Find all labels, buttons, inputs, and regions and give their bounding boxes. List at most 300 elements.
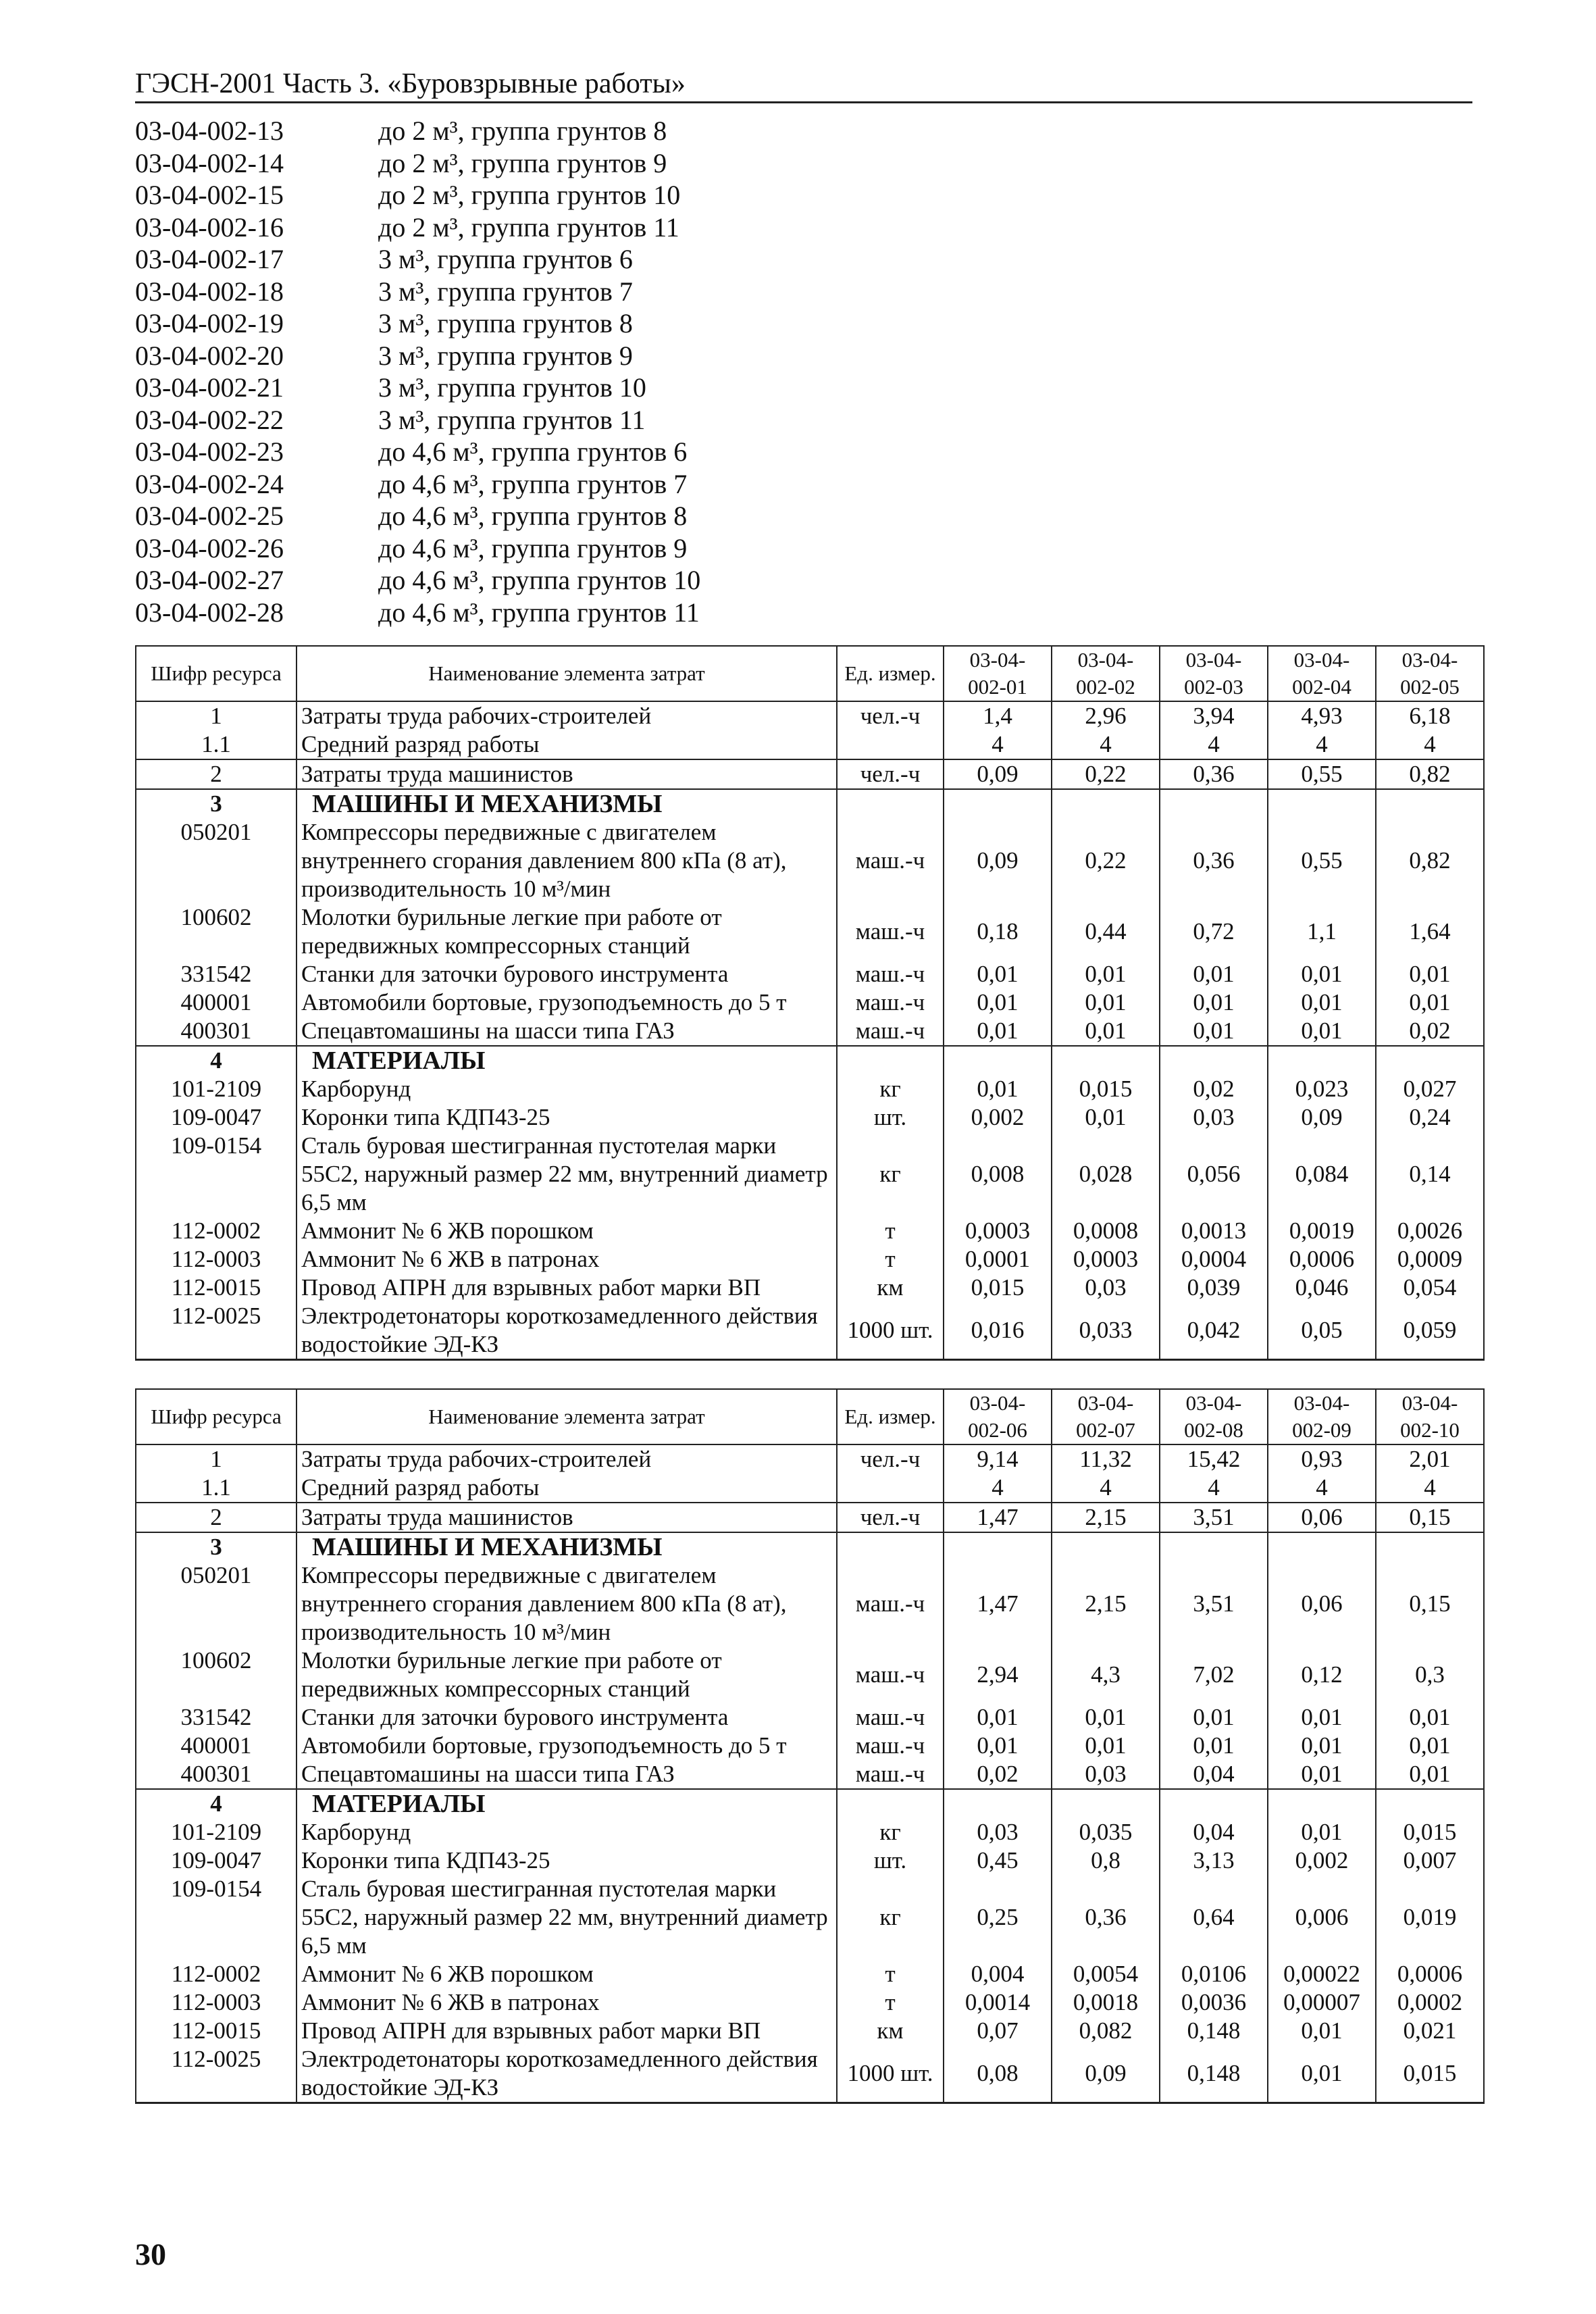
value-cell: 0,148	[1160, 2017, 1268, 2045]
value-cell: 0,01	[944, 960, 1052, 988]
resource-code-cell: 101-2109	[136, 1075, 297, 1103]
cost-element-cell: Аммонит № 6 ЖВ в патронах	[297, 1245, 837, 1274]
value-cell: 3,51	[1160, 1561, 1268, 1646]
value-cell: 0,15	[1376, 1503, 1484, 1532]
resource-code-cell: 109-0154	[136, 1132, 297, 1217]
value-cell: 0,09	[1052, 2045, 1160, 2103]
value-cell: 0,07	[944, 2017, 1052, 2045]
value-cell: 4	[1376, 730, 1484, 759]
col-header-norm: 03-04- 002-07	[1052, 1389, 1160, 1444]
value-cell	[944, 1046, 1052, 1075]
value-cell: 0,93	[1268, 1444, 1376, 1474]
table-row	[136, 1075, 1484, 1103]
col-header-norm: 03-04- 002-06	[944, 1389, 1052, 1444]
value-cell	[1268, 1046, 1376, 1075]
value-cell: 0,02	[944, 1760, 1052, 1789]
value-cell	[1268, 1532, 1376, 1561]
code-list-item	[135, 468, 700, 501]
cost-element-cell: Спецавтомашины на шасси типа ГАЗ	[297, 1760, 837, 1789]
table-row	[136, 1274, 1484, 1302]
resource-code-cell: 400301	[136, 1017, 297, 1046]
value-cell	[1052, 789, 1160, 818]
cost-element-cell: Автомобили бортовые, грузоподъемность до 5 т	[297, 988, 837, 1017]
resource-code-cell: 109-0047	[136, 1846, 297, 1875]
value-cell: 4,3	[1052, 1646, 1160, 1703]
value-cell: 2,15	[1052, 1561, 1160, 1646]
section-title-cell: МАТЕРИАЛЫ	[297, 1046, 837, 1075]
code-list-item	[135, 436, 700, 468]
code-list-item	[135, 276, 700, 308]
value-cell: 1,64	[1376, 903, 1484, 960]
value-cell: 0,0018	[1052, 1988, 1160, 2017]
norm-code: 03-04-002-27	[135, 565, 284, 595]
value-cell: 0,01	[1052, 960, 1160, 988]
col-header-norm: 03-04- 002-08	[1160, 1389, 1268, 1444]
col-header-code: Шифр ресурса	[136, 1389, 297, 1444]
cost-element-cell: Затраты труда рабочих-строителей	[297, 1444, 837, 1474]
value-cell: 0,01	[1160, 1732, 1268, 1760]
value-cell: 0,55	[1268, 818, 1376, 903]
code-list-item	[135, 243, 700, 276]
cost-element-cell: Аммонит № 6 ЖВ порошком	[297, 1217, 837, 1245]
table-row	[136, 730, 1484, 759]
resource-code-cell: 400001	[136, 988, 297, 1017]
norm-description: 3 м³, группа грунтов 10	[378, 372, 646, 403]
value-cell: 0,01	[1268, 1760, 1376, 1789]
value-cell: 0,082	[1052, 2017, 1160, 2045]
value-cell	[944, 1789, 1052, 1818]
value-cell: 0,008	[944, 1132, 1052, 1217]
value-cell: 0,019	[1376, 1875, 1484, 1960]
value-cell: 0,023	[1268, 1075, 1376, 1103]
value-cell: 0,04	[1160, 1760, 1268, 1789]
norm-description: до 4,6 м³, группа грунтов 9	[378, 532, 688, 563]
value-cell: 0,01	[1052, 988, 1160, 1017]
value-cell: 4	[1268, 730, 1376, 759]
norm-description: до 2 м³, группа грунтов 11	[378, 211, 679, 243]
resource-code-cell: 109-0047	[136, 1103, 297, 1132]
table-row	[136, 1703, 1484, 1732]
norm-description: до 4,6 м³, группа грунтов 10	[378, 565, 701, 595]
resource-code-cell: 112-0025	[136, 1302, 297, 1360]
value-cell: 0,01	[1160, 960, 1268, 988]
value-cell: 0,01	[1160, 1703, 1268, 1732]
value-cell: 0,046	[1268, 1274, 1376, 1302]
value-cell: 0,0106	[1160, 1960, 1268, 1988]
resource-code-cell: 050201	[136, 818, 297, 903]
value-cell: 0,01	[1268, 1732, 1376, 1760]
norm-description: до 4,6 м³, группа грунтов 7	[378, 468, 688, 499]
table-row	[136, 1646, 1484, 1703]
unit-cell: т	[837, 1960, 944, 1988]
value-cell: 0,03	[944, 1818, 1052, 1846]
norm-description: 3 м³, группа грунтов 7	[378, 276, 633, 307]
value-cell	[1052, 1789, 1160, 1818]
cost-element-cell: Компрессоры передвижные с двигателем внутреннего сгорания давлением 800 кПа (8 ат), производительность 10 м³/мин	[297, 818, 837, 903]
resource-code-cell: 100602	[136, 903, 297, 960]
section-row	[136, 1046, 1484, 1075]
value-cell: 0,55	[1268, 759, 1376, 789]
value-cell: 0,015	[1052, 1075, 1160, 1103]
unit-cell: кг	[837, 1132, 944, 1217]
unit-cell: км	[837, 1274, 944, 1302]
value-cell: 0,0003	[944, 1217, 1052, 1245]
page-header: ГЭСН-2001 Часть 3. «Буровзрывные работы»	[135, 68, 686, 99]
resource-code-cell: 331542	[136, 1703, 297, 1732]
code-list-item	[135, 500, 700, 532]
value-cell: 0,09	[944, 759, 1052, 789]
unit-cell: кг	[837, 1818, 944, 1846]
norm-description: 3 м³, группа грунтов 11	[378, 404, 646, 435]
value-cell	[1160, 789, 1268, 818]
value-cell: 4	[944, 1474, 1052, 1503]
resource-table-2	[135, 1388, 1485, 2104]
value-cell: 0,004	[944, 1960, 1052, 1988]
value-cell	[1052, 1046, 1160, 1075]
cost-element-cell: Карборунд	[297, 1075, 837, 1103]
col-header-norm: 03-04- 002-10	[1376, 1389, 1484, 1444]
section-title-cell: МАШИНЫ И МЕХАНИЗМЫ	[297, 789, 837, 818]
section-title-cell: МАТЕРИАЛЫ	[297, 1789, 837, 1818]
cost-element-cell: Провод АПРН для взрывных работ марки ВП	[297, 1274, 837, 1302]
col-header-name: Наименование элемента затрат	[297, 1389, 837, 1444]
table-row	[136, 1760, 1484, 1789]
table-row	[136, 988, 1484, 1017]
table-row	[136, 1217, 1484, 1245]
cost-element-cell: Аммонит № 6 ЖВ порошком	[297, 1960, 837, 1988]
unit-cell: шт.	[837, 1846, 944, 1875]
value-cell	[1268, 789, 1376, 818]
table-row	[136, 1503, 1484, 1532]
value-cell: 0,01	[1268, 988, 1376, 1017]
table-row	[136, 1444, 1484, 1474]
unit-cell: т	[837, 1988, 944, 2017]
value-cell	[1376, 1046, 1484, 1075]
unit-cell: т	[837, 1217, 944, 1245]
value-cell: 0,36	[1160, 818, 1268, 903]
resource-code-cell: 331542	[136, 960, 297, 988]
value-cell: 0,01	[1376, 960, 1484, 988]
value-cell: 0,3	[1376, 1646, 1484, 1703]
value-cell: 0,05	[1268, 1302, 1376, 1360]
unit-cell	[837, 789, 944, 818]
norm-code: 03-04-002-19	[135, 308, 284, 338]
unit-cell: чел.-ч	[837, 1503, 944, 1532]
value-cell: 0,01	[1268, 1818, 1376, 1846]
cost-element-cell: Молотки бурильные легкие при работе от передвижных компрессорных станций	[297, 1646, 837, 1703]
value-cell: 0,0026	[1376, 1217, 1484, 1245]
value-cell: 0,02	[1160, 1075, 1268, 1103]
value-cell: 0,0006	[1268, 1245, 1376, 1274]
cost-element-cell: Электродетонаторы короткозамедленного действия водостойкие ЭД-КЗ	[297, 2045, 837, 2103]
value-cell: 0,02	[1376, 1017, 1484, 1046]
value-cell: 0,12	[1268, 1646, 1376, 1703]
unit-cell: чел.-ч	[837, 1444, 944, 1474]
code-list-item	[135, 597, 700, 629]
table-row	[136, 1818, 1484, 1846]
section-row	[136, 1532, 1484, 1561]
table-row	[136, 1245, 1484, 1274]
value-cell: 3,94	[1160, 701, 1268, 730]
value-cell: 0,0019	[1268, 1217, 1376, 1245]
value-cell: 0,01	[1160, 988, 1268, 1017]
code-list-item	[135, 147, 700, 180]
cost-element-cell: Средний разряд работы	[297, 1474, 837, 1503]
table-row	[136, 1988, 1484, 2017]
resource-code-cell: 400301	[136, 1760, 297, 1789]
value-cell: 0,148	[1160, 2045, 1268, 2103]
cost-element-cell: Затраты труда рабочих-строителей	[297, 701, 837, 730]
norm-code: 03-04-002-26	[135, 532, 284, 563]
col-header-norm: 03-04- 002-04	[1268, 646, 1376, 701]
code-list-item	[135, 179, 700, 211]
resource-code-cell: 101-2109	[136, 1818, 297, 1846]
col-header-name: Наименование элемента затрат	[297, 646, 837, 701]
table-row	[136, 2045, 1484, 2103]
value-cell: 0,01	[1268, 2045, 1376, 2103]
table-row	[136, 1846, 1484, 1875]
norm-description: до 2 м³, группа грунтов 8	[378, 116, 667, 146]
value-cell: 0,006	[1268, 1875, 1376, 1960]
norm-code: 03-04-002-22	[135, 404, 284, 435]
norm-description: 3 м³, группа грунтов 6	[378, 244, 633, 274]
unit-cell: маш.-ч	[837, 1561, 944, 1646]
table-row	[136, 1732, 1484, 1760]
table-header-row	[136, 1389, 1484, 1444]
value-cell: 0,82	[1376, 759, 1484, 789]
value-cell: 0,033	[1052, 1302, 1160, 1360]
value-cell	[1376, 1532, 1484, 1561]
norm-description: до 2 м³, группа грунтов 10	[378, 180, 681, 210]
code-list-item	[135, 404, 700, 436]
table-row	[136, 1561, 1484, 1646]
value-cell: 0,03	[1160, 1103, 1268, 1132]
value-cell: 0,01	[1052, 1017, 1160, 1046]
unit-cell: чел.-ч	[837, 701, 944, 730]
value-cell: 0,15	[1376, 1561, 1484, 1646]
value-cell: 0,027	[1376, 1075, 1484, 1103]
code-list-item	[135, 564, 700, 597]
resource-code-cell: 3	[136, 789, 297, 818]
value-cell: 0,01	[1376, 1703, 1484, 1732]
value-cell: 0,059	[1376, 1302, 1484, 1360]
value-cell: 0,36	[1160, 759, 1268, 789]
value-cell: 0,24	[1376, 1103, 1484, 1132]
value-cell: 0,056	[1160, 1132, 1268, 1217]
col-header-norm: 03-04- 002-02	[1052, 646, 1160, 701]
table-row	[136, 2017, 1484, 2045]
value-cell: 3,13	[1160, 1846, 1268, 1875]
value-cell: 0,01	[1268, 2017, 1376, 2045]
table-row	[136, 818, 1484, 903]
value-cell: 0,04	[1160, 1818, 1268, 1846]
value-cell: 0,01	[944, 988, 1052, 1017]
value-cell: 0,08	[944, 2045, 1052, 2103]
norm-code: 03-04-002-24	[135, 468, 284, 499]
page-number: 30	[135, 2237, 166, 2271]
code-list-item	[135, 340, 700, 372]
unit-cell: 1000 шт.	[837, 1302, 944, 1360]
norm-description: до 4,6 м³, группа грунтов 11	[378, 597, 700, 628]
value-cell: 0,01	[944, 1075, 1052, 1103]
value-cell: 4,93	[1268, 701, 1376, 730]
cost-element-cell: Средний разряд работы	[297, 730, 837, 759]
value-cell: 0,01	[1052, 1732, 1160, 1760]
value-cell	[944, 789, 1052, 818]
value-cell: 1,1	[1268, 903, 1376, 960]
value-cell: 9,14	[944, 1444, 1052, 1474]
value-cell: 0,01	[1052, 1103, 1160, 1132]
cost-element-cell: Станки для заточки бурового инструмента	[297, 960, 837, 988]
norm-code: 03-04-002-20	[135, 340, 284, 371]
resource-table-1	[135, 645, 1485, 1361]
value-cell: 0,03	[1052, 1274, 1160, 1302]
cost-element-cell: Электродетонаторы короткозамедленного действия водостойкие ЭД-КЗ	[297, 1302, 837, 1360]
table-row	[136, 701, 1484, 730]
norm-code: 03-04-002-28	[135, 597, 284, 628]
code-list-item	[135, 307, 700, 340]
value-cell: 0,0008	[1052, 1217, 1160, 1245]
value-cell: 0,0004	[1160, 1245, 1268, 1274]
value-cell: 0,002	[944, 1103, 1052, 1132]
norm-code: 03-04-002-25	[135, 501, 284, 531]
value-cell: 0,44	[1052, 903, 1160, 960]
unit-cell: маш.-ч	[837, 1703, 944, 1732]
col-header-norm: 03-04- 002-03	[1160, 646, 1268, 701]
norm-code: 03-04-002-18	[135, 276, 284, 307]
norm-code: 03-04-002-13	[135, 116, 284, 146]
value-cell: 0,01	[1268, 1017, 1376, 1046]
value-cell: 4	[1160, 1474, 1268, 1503]
unit-cell: маш.-ч	[837, 1017, 944, 1046]
value-cell: 0,0001	[944, 1245, 1052, 1274]
value-cell: 0,01	[944, 1017, 1052, 1046]
section-row	[136, 789, 1484, 818]
unit-cell: км	[837, 2017, 944, 2045]
value-cell: 0,22	[1052, 759, 1160, 789]
value-cell: 0,016	[944, 1302, 1052, 1360]
value-cell: 0,8	[1052, 1846, 1160, 1875]
norm-description: 3 м³, группа грунтов 9	[378, 340, 633, 371]
norm-description: 3 м³, группа грунтов 8	[378, 308, 633, 338]
col-header-code: Шифр ресурса	[136, 646, 297, 701]
unit-cell: маш.-ч	[837, 903, 944, 960]
table-row	[136, 1474, 1484, 1503]
code-list-item	[135, 115, 700, 147]
section-title-cell: МАШИНЫ И МЕХАНИЗМЫ	[297, 1532, 837, 1561]
cost-element-cell: Автомобили бортовые, грузоподъемность до 5 т	[297, 1732, 837, 1760]
col-header-norm: 03-04- 002-01	[944, 646, 1052, 701]
unit-cell: чел.-ч	[837, 759, 944, 789]
col-header-unit: Ед. измер.	[837, 646, 944, 701]
resource-code-cell: 109-0154	[136, 1875, 297, 1960]
cost-element-cell: Карборунд	[297, 1818, 837, 1846]
unit-cell	[837, 1474, 944, 1503]
unit-cell	[837, 1789, 944, 1818]
value-cell	[1160, 1789, 1268, 1818]
unit-cell	[837, 1046, 944, 1075]
norm-description: до 4,6 м³, группа грунтов 6	[378, 436, 688, 467]
code-list-item	[135, 532, 700, 565]
value-cell: 0,0013	[1160, 1217, 1268, 1245]
value-cell: 4	[1268, 1474, 1376, 1503]
resource-code-cell: 112-0002	[136, 1960, 297, 1988]
value-cell: 4	[1376, 1474, 1484, 1503]
value-cell: 0,72	[1160, 903, 1268, 960]
unit-cell: 1000 шт.	[837, 2045, 944, 2103]
table-row	[136, 1103, 1484, 1132]
norm-code: 03-04-002-14	[135, 147, 284, 178]
unit-cell	[837, 1532, 944, 1561]
value-cell: 0,042	[1160, 1302, 1268, 1360]
cost-element-cell: Сталь буровая шестигранная пустотелая марки 55С2, наружный размер 22 мм, внутренний диаметр 6,5 мм	[297, 1875, 837, 1960]
cost-element-cell: Сталь буровая шестигранная пустотелая марки 55С2, наружный размер 22 мм, внутренний диаметр 6,5 мм	[297, 1132, 837, 1217]
table-row	[136, 1302, 1484, 1360]
value-cell: 0,015	[944, 1274, 1052, 1302]
value-cell: 0,03	[1052, 1760, 1160, 1789]
value-cell: 0,01	[944, 1703, 1052, 1732]
value-cell: 0,0036	[1160, 1988, 1268, 2017]
value-cell	[944, 1532, 1052, 1561]
value-cell: 0,0009	[1376, 1245, 1484, 1274]
value-cell: 0,039	[1160, 1274, 1268, 1302]
value-cell: 0,06	[1268, 1561, 1376, 1646]
cost-element-cell: Затраты труда машинистов	[297, 1503, 837, 1532]
value-cell: 0,36	[1052, 1875, 1160, 1960]
value-cell: 2,15	[1052, 1503, 1160, 1532]
value-cell: 0,035	[1052, 1818, 1160, 1846]
value-cell: 0,0002	[1376, 1988, 1484, 2017]
value-cell	[1052, 1532, 1160, 1561]
value-cell: 11,32	[1052, 1444, 1160, 1474]
norm-code: 03-04-002-15	[135, 180, 284, 210]
value-cell: 0,06	[1268, 1503, 1376, 1532]
table-row	[136, 903, 1484, 960]
resource-code-cell: 112-0015	[136, 1274, 297, 1302]
cost-element-cell: Коронки типа КДП43-25	[297, 1846, 837, 1875]
value-cell: 0,82	[1376, 818, 1484, 903]
resource-code-cell: 112-0015	[136, 2017, 297, 2045]
value-cell: 0,09	[1268, 1103, 1376, 1132]
value-cell	[1376, 1789, 1484, 1818]
value-cell: 4	[1160, 730, 1268, 759]
unit-cell: маш.-ч	[837, 1646, 944, 1703]
unit-cell: кг	[837, 1875, 944, 1960]
table-row	[136, 1017, 1484, 1046]
resource-code-cell: 112-0003	[136, 1245, 297, 1274]
value-cell: 0,0054	[1052, 1960, 1160, 1988]
value-cell: 2,94	[944, 1646, 1052, 1703]
value-cell: 0,0003	[1052, 1245, 1160, 1274]
value-cell: 0,64	[1160, 1875, 1268, 1960]
value-cell: 0,01	[1052, 1703, 1160, 1732]
value-cell: 0,14	[1376, 1132, 1484, 1217]
col-header-norm: 03-04- 002-09	[1268, 1389, 1376, 1444]
value-cell: 15,42	[1160, 1444, 1268, 1474]
unit-cell	[837, 730, 944, 759]
resource-code-cell: 1	[136, 1444, 297, 1474]
value-cell: 1,4	[944, 701, 1052, 730]
resource-code-cell: 2	[136, 759, 297, 789]
value-cell: 2,96	[1052, 701, 1160, 730]
resource-code-cell: 100602	[136, 1646, 297, 1703]
value-cell: 0,015	[1376, 2045, 1484, 2103]
value-cell: 0,007	[1376, 1846, 1484, 1875]
value-cell: 0,01	[944, 1732, 1052, 1760]
value-cell: 4	[1052, 1474, 1160, 1503]
unit-cell: т	[837, 1245, 944, 1274]
value-cell: 3,51	[1160, 1503, 1268, 1532]
